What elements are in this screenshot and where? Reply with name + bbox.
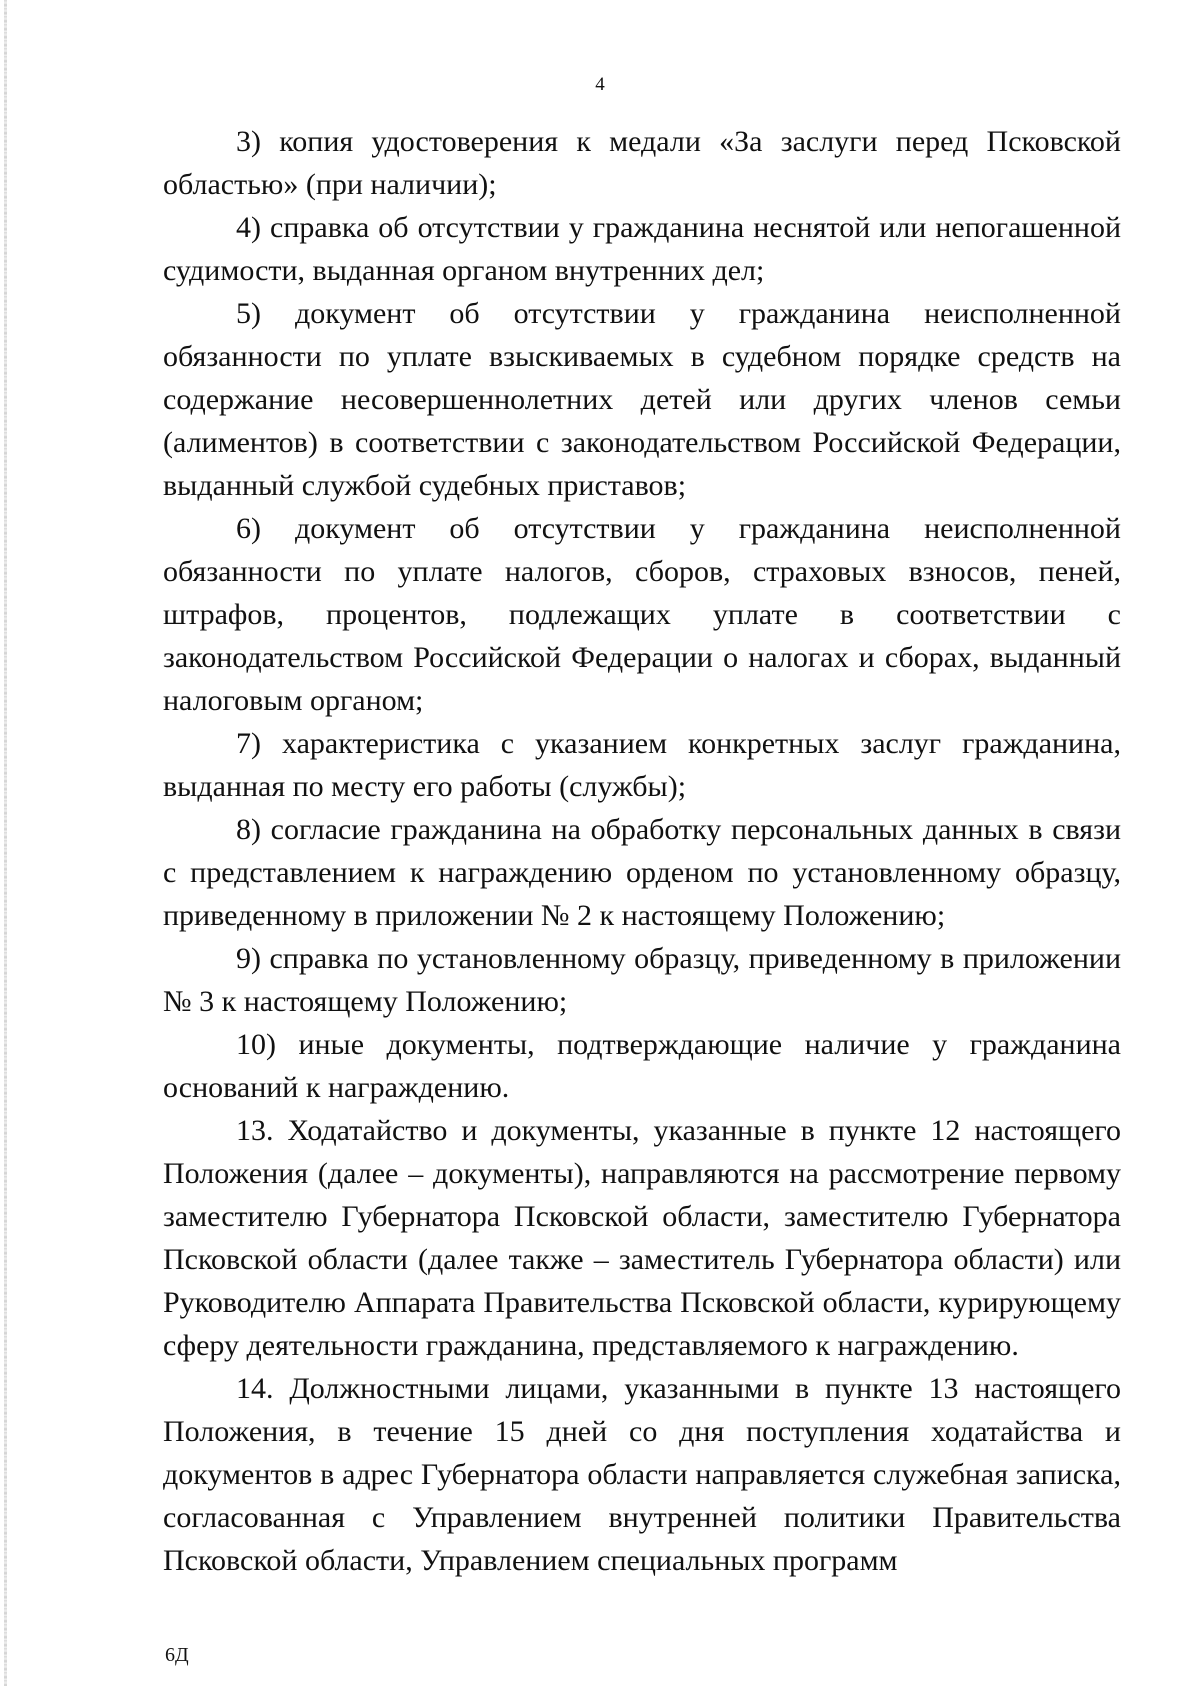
paragraph-item-7: 7) характеристика с указанием конкретных заслуг гражданина, выданная по месту его работы (службы); <box>163 727 1121 803</box>
document-body <box>163 120 1121 1582</box>
paragraph-item-6: 6) документ об отсутствии у гражданина неисполненной обязанности по уплате налогов, сборов, страховых взносов, пеней, штрафов, процентов, подлежащих уплате в соответствии с законодательством Российской Федерации о налогах и сборах, выданный налоговым органом; <box>163 512 1121 717</box>
paragraph-item-4: 4) справка об отсутствии у гражданина неснятой или непогашенной судимости, выданная органом внутренних дел; <box>163 211 1121 287</box>
page-number: 4 <box>595 74 605 95</box>
paragraph-item-9: 9) справка по установленному образцу, приведенному в приложении № 3 к настоящему Положению; <box>163 942 1121 1018</box>
paragraph-clause-14: 14. Должностными лицами, указанными в пункте 13 настоящего Положения, в течение 15 дней со дня поступления ходатайства и документов в адрес Губернатора области направляется служебная записка, согласованная с Управлением внутренней политики Правительства Псковской области, Управлением специальных программ <box>163 1372 1121 1577</box>
paragraph-item-8: 8) согласие гражданина на обработку персональных данных в связи с представлением к награждению орденом по установленному образцу, приведенному в приложении № 2 к настоящему Положению; <box>163 813 1121 932</box>
paragraph-item-10: 10) иные документы, подтверждающие наличие у гражданина оснований к награждению. <box>163 1028 1121 1104</box>
paragraph-clause-13: 13. Ходатайство и документы, указанные в пункте 12 настоящего Положения (далее – документы), направляются на рассмотрение первому заместителю Губернатора Псковской области, заместителю Губернатора Псковской области (далее также – заместитель Губернатора области) или Руководителю Аппарата Правительства Псковской области, курирующему сферу деятельности гражданина, представляемого к награждению. <box>163 1114 1121 1362</box>
footer-code: 6Д <box>165 1644 189 1666</box>
scan-edge <box>4 0 7 1686</box>
paragraph-item-3: 3) копия удостоверения к медали «За заслуги перед Псковской областью» (при наличии); <box>163 125 1121 201</box>
paragraph-item-5: 5) документ об отсутствии у гражданина неисполненной обязанности по уплате взыскиваемых в судебном порядке средств на содержание несовершеннолетних детей или других членов семьи (алиментов) в соответствии с законодательством Российской Федерации, выданный службой судебных приставов; <box>163 297 1121 502</box>
